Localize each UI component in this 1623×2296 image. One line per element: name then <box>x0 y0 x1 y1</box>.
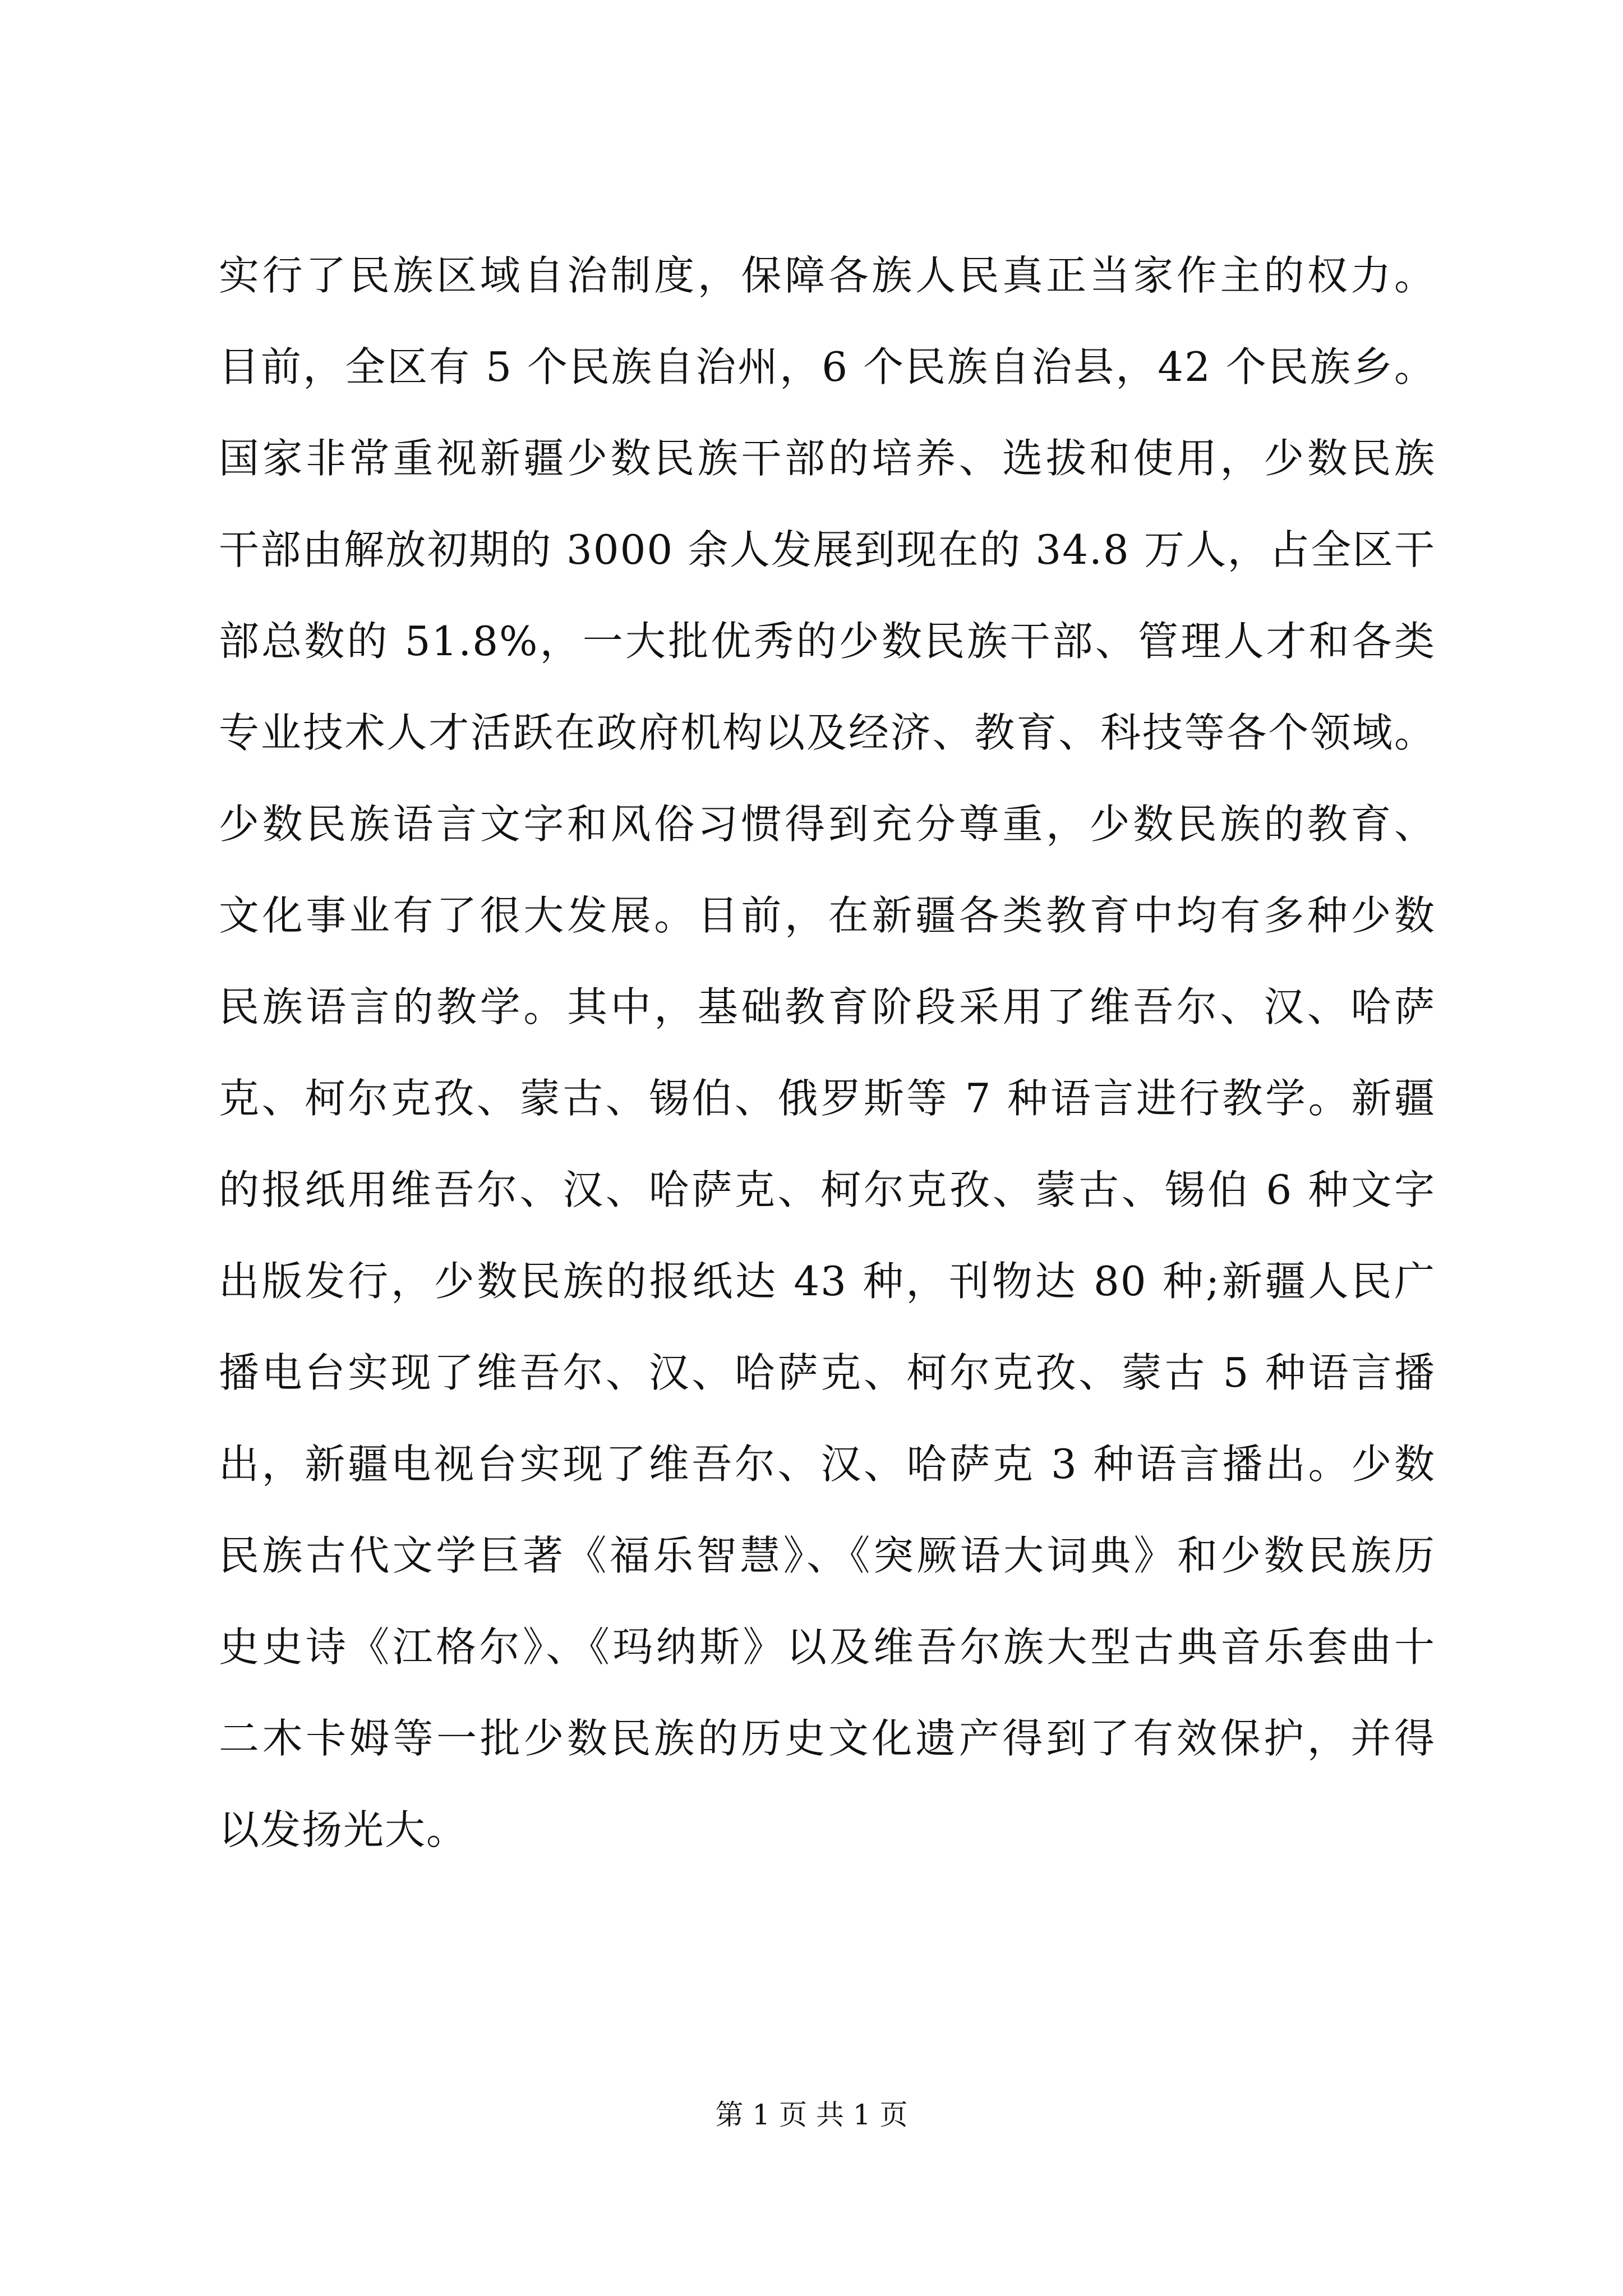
text-line: 以发扬光大。 <box>219 1806 468 1853</box>
body-text <box>219 230 1436 1876</box>
text-line: 民族语言的教学。其中，基础教育阶段采用了维吾尔、汉、哈萨 <box>219 983 1436 1030</box>
text-line: 二木卡姆等一批少数民族的历史文化遗产得到了有效保护，并得 <box>219 1715 1436 1762</box>
text-line: 出版发行，少数民族的报纸达 43 种，刊物达 80 种;新疆人民广 <box>219 1258 1436 1305</box>
text-line: 播电台实现了维吾尔、汉、哈萨克、柯尔克孜、蒙古 5 种语言播 <box>219 1349 1436 1396</box>
page-footer: 第 1 页 共 1 页 <box>715 2099 908 2131</box>
text-line: 克、柯尔克孜、蒙古、锡伯、俄罗斯等 7 种语言进行教学。新疆 <box>219 1075 1436 1122</box>
text-line: 少数民族语言文字和风俗习惯得到充分尊重，少数民族的教育、 <box>219 800 1436 848</box>
text-line: 出，新疆电视台实现了维吾尔、汉、哈萨克 3 种语言播出。少数 <box>219 1441 1436 1488</box>
text-line: 目前，全区有 5 个民族自治州，6 个民族自治县，42 个民族乡。 <box>219 343 1436 390</box>
text-line: 干部由解放初期的 3000 余人发展到现在的 34.8 万人，占全区干 <box>219 526 1436 573</box>
text-line: 文化事业有了很大发展。目前，在新疆各类教育中均有多种少数 <box>219 892 1436 939</box>
text-line: 史史诗《江格尔》、《玛纳斯》以及维吾尔族大型古典音乐套曲十 <box>219 1623 1436 1671</box>
text-line: 民族古代文学巨著《福乐智慧》、《突厥语大词典》和少数民族历 <box>219 1532 1436 1579</box>
text-line: 的报纸用维吾尔、汉、哈萨克、柯尔克孜、蒙古、锡伯 6 种文字 <box>219 1166 1436 1213</box>
text-line: 实行了民族区域自治制度，保障各族人民真正当家作主的权力。 <box>219 252 1436 299</box>
text-line: 国家非常重视新疆少数民族干部的培养、选拔和使用，少数民族 <box>219 435 1436 482</box>
text-line: 专业技术人才活跃在政府机构以及经济、教育、科技等各个领域。 <box>219 709 1436 756</box>
text-line: 部总数的 51.8%，一大批优秀的少数民族干部、管理人才和各类 <box>219 618 1436 665</box>
